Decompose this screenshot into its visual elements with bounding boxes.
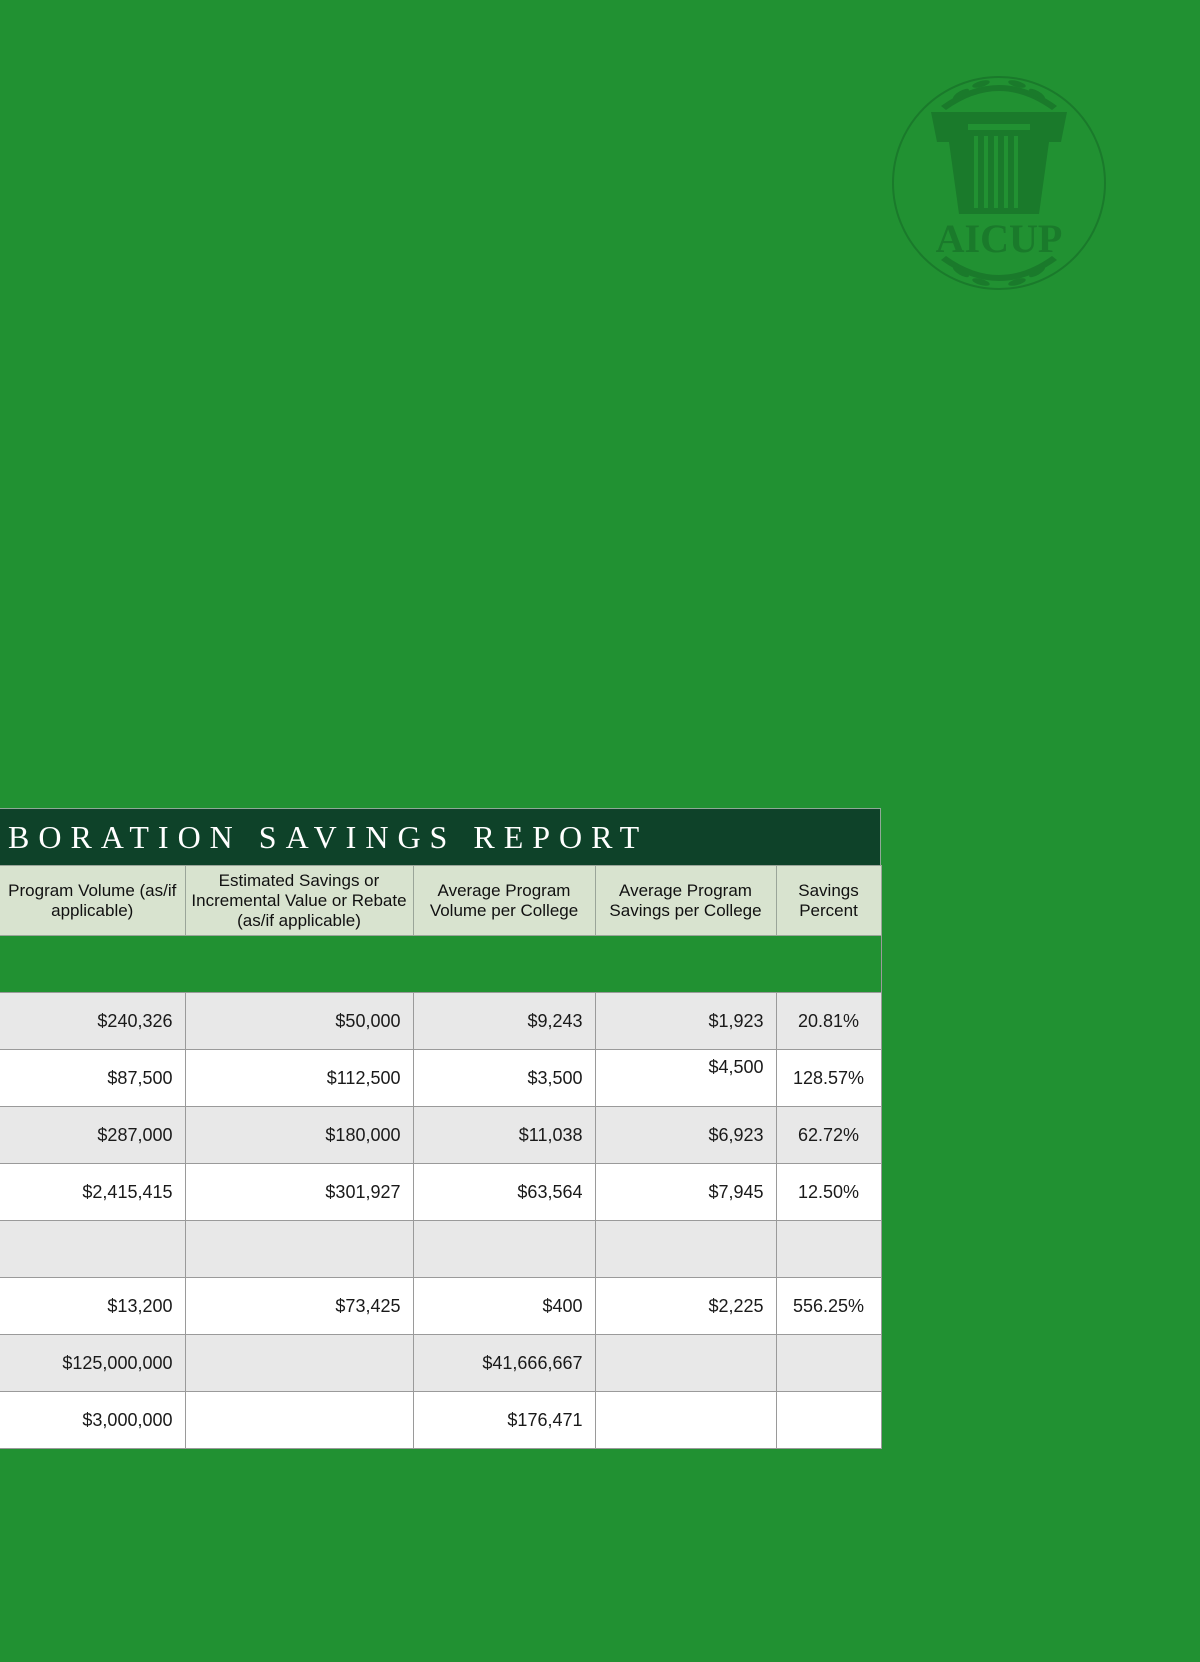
column-header: Program Volume (as/if applicable) bbox=[0, 866, 185, 936]
column-header: Savings Percent bbox=[776, 866, 881, 936]
table-cell: $63,564 bbox=[413, 1164, 595, 1221]
table-cell: $301,927 bbox=[185, 1164, 413, 1221]
column-header: Estimated Savings or Incremental Value or Rebate (as/if applicable) bbox=[185, 866, 413, 936]
table-cell: $50,000 bbox=[185, 993, 413, 1050]
table-cell: $400 bbox=[413, 1278, 595, 1335]
table-cell: 556.25% bbox=[776, 1278, 881, 1335]
table-cell bbox=[185, 1392, 413, 1449]
table-cell: $1,923 bbox=[595, 993, 776, 1050]
savings-table bbox=[0, 865, 882, 1449]
table-cell bbox=[185, 1335, 413, 1392]
table-row bbox=[0, 1050, 881, 1107]
table-cell: $73,425 bbox=[185, 1278, 413, 1335]
table-cell: $125,000,000 bbox=[0, 1335, 185, 1392]
table-cell bbox=[413, 1221, 595, 1278]
table-cell bbox=[185, 1221, 413, 1278]
table-cell: $180,000 bbox=[185, 1107, 413, 1164]
column-header: Average Program Savings per College bbox=[595, 866, 776, 936]
table-cell: 12.50% bbox=[776, 1164, 881, 1221]
header-row bbox=[0, 866, 881, 936]
table-cell: $6,923 bbox=[595, 1107, 776, 1164]
table-cell bbox=[595, 1335, 776, 1392]
table-cell: $2,415,415 bbox=[0, 1164, 185, 1221]
table-cell: $176,471 bbox=[413, 1392, 595, 1449]
table-cell: $41,666,667 bbox=[413, 1335, 595, 1392]
table-row bbox=[0, 993, 881, 1050]
table-cell: $87,500 bbox=[0, 1050, 185, 1107]
table-row bbox=[0, 1164, 881, 1221]
table-cell: 20.81% bbox=[776, 993, 881, 1050]
report-title: BORATION SAVINGS REPORT bbox=[0, 808, 881, 865]
table-row bbox=[0, 1107, 881, 1164]
table-cell bbox=[776, 1335, 881, 1392]
table-cell bbox=[595, 1392, 776, 1449]
table-cell: $2,225 bbox=[595, 1278, 776, 1335]
aicup-seal-logo bbox=[886, 66, 1112, 300]
table-cell bbox=[595, 1221, 776, 1278]
column-header: Average Program Volume per College bbox=[413, 866, 595, 936]
table-row bbox=[0, 1392, 881, 1449]
svg-text:AICUP: AICUP bbox=[935, 216, 1063, 261]
table-cell: $3,500 bbox=[413, 1050, 595, 1107]
section-band bbox=[0, 936, 881, 993]
table-cell: $13,200 bbox=[0, 1278, 185, 1335]
table-cell: $3,000,000 bbox=[0, 1392, 185, 1449]
table-row bbox=[0, 1221, 881, 1278]
table-row bbox=[0, 1335, 881, 1392]
table-cell bbox=[776, 1392, 881, 1449]
table-row bbox=[0, 1278, 881, 1335]
table-cell: $7,945 bbox=[595, 1164, 776, 1221]
table-cell bbox=[776, 1221, 881, 1278]
table-cell: $240,326 bbox=[0, 993, 185, 1050]
table-cell: $9,243 bbox=[413, 993, 595, 1050]
table-cell: $4,500 bbox=[595, 1050, 776, 1107]
table-cell: $112,500 bbox=[185, 1050, 413, 1107]
table-cell bbox=[0, 1221, 185, 1278]
savings-report bbox=[0, 808, 881, 1449]
table-cell: 128.57% bbox=[776, 1050, 881, 1107]
table-cell: $11,038 bbox=[413, 1107, 595, 1164]
table-cell: $287,000 bbox=[0, 1107, 185, 1164]
table-cell: 62.72% bbox=[776, 1107, 881, 1164]
